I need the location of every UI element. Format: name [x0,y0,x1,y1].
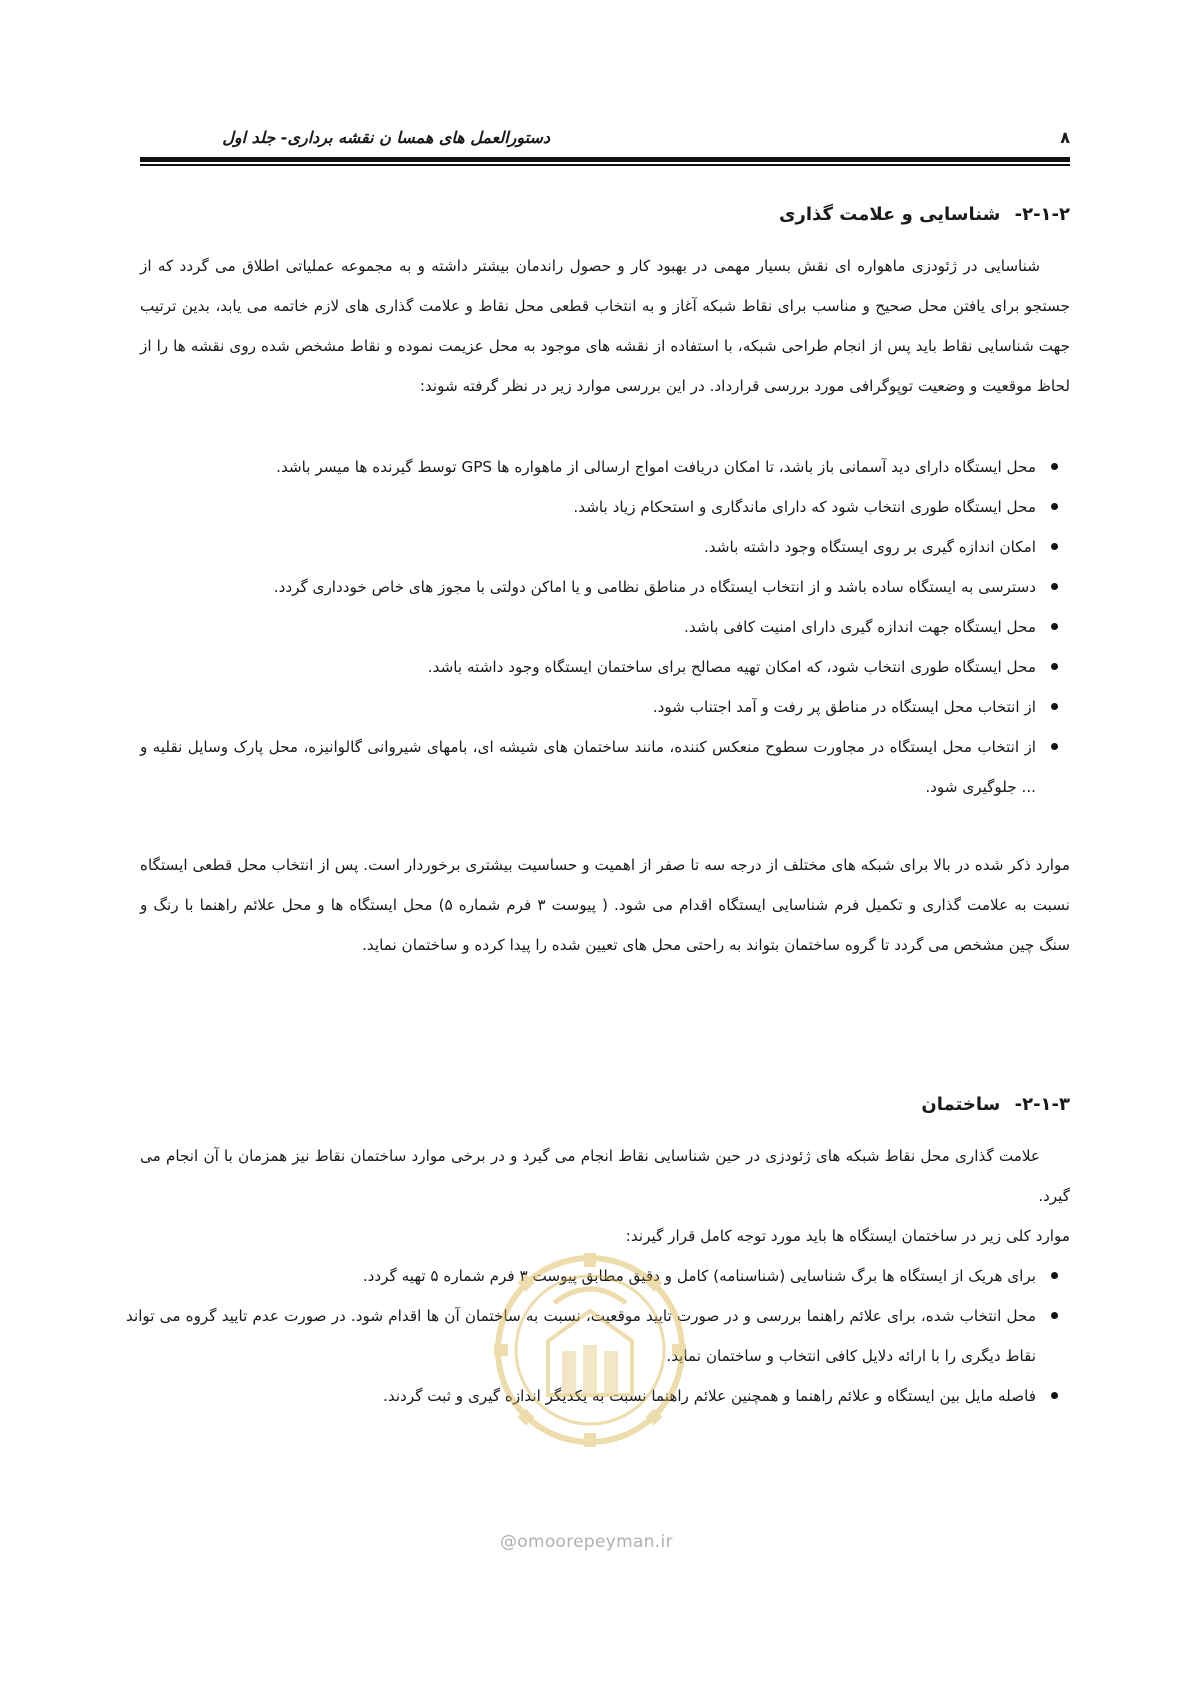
list-item: محل ایستگاه دارای دید آسمانی باز باشد، تا امکان دریافت امواج ارسالی از ماهواره ها GPS توسط گیرنده ها میسر باشد. [140,447,1070,487]
list-item: محل ایستگاه جهت اندازه گیری دارای امنیت کافی باشد. [140,607,1070,647]
bullet-icon [1051,1272,1058,1279]
paragraph-text: علامت گذاری محل نقاط شبکه های ژئودزی در حین شناسایی نقاط انجام می گیرد و در برخی موارد ساختمان نقاط نیز همزمان با آن انجام می گیرد. [140,1147,1070,1205]
section-title: ساختمان [921,1094,1001,1115]
paragraph-text: موارد ذکر شده در بالا برای شبکه های مختلف از درجه سه تا صفر از اهمیت و حساسیت بیشتری برخوردار است. پس از انتخاب محل قطعی ایستگاه نسبت به علامت گذاری و تکمیل فرم شناسایی ایستگاه اقدام می شود. ( پیوست ۳ فرم شماره ۵) محل ایستگاه ها و محل علائم راهنما با رنگ و سنگ چین مشخص می گردد تا گروه ساختمان بتواند به راحتی محل های تعیین شده را پیدا کرده و ساختمان نماید. [140,856,1070,954]
section1-intro-paragraph [140,246,1070,406]
list-item: از انتخاب محل ایستگاه در مجاورت سطوح منعکس کننده، مانند ساختمان های شیشه ای، بامهای شیروانی گالوانیزه، محل پارک وسایل نقلیه و ... جلوگیری شود. [140,727,1070,807]
paragraph-text: شناسایی در ژئودزی ماهواره ای نقش بسیار مهمی در بهبود کار و حصول راندمان بیشتر داشته و به مجموعه عملیاتی اطلاق می گردد که از جستجو برای یافتن محل صحیح و مناسب برای نقاط شبکه آغاز و به انتخاب قطعی محل نقاط و علامت گذاری های لازم خاتمه می یابد، بدین ترتیب جهت شناسایی نقاط باید پس از انجام طراحی شبکه، با استفاده از نقشه های موجود به محل عزیمت نموده و نقاط مشخص شده روی نقشه ها را از لحاظ موقعیت و وضعیت توپوگرافی مورد بررسی قرارداد. در این بررسی موارد زیر در نظر گرفته شوند: [140,257,1070,395]
bullet-icon [1051,543,1058,550]
section-title: شناسایی و علامت گذاری [779,204,1001,225]
bullet-icon [1051,623,1058,630]
section1-bullet-list [140,447,1070,807]
list-item: محل ایستگاه طوری انتخاب شود، که امکان تهیه مصالح برای ساختمان ایستگاه وجود داشته باشد. [140,647,1070,687]
bullet-icon [1051,583,1058,590]
section2-intro-paragraph [140,1136,1070,1216]
bullet-icon [1051,1392,1058,1399]
section-heading-identification [779,204,1070,225]
page-number: ۸ [1060,128,1070,147]
header-rule-thin [140,164,1070,166]
bullet-icon [1051,703,1058,710]
list-item: امکان اندازه گیری بر روی ایستگاه وجود داشته باشد. [140,527,1070,567]
list-item: محل ایستگاه طوری انتخاب شود که دارای ماندگاری و استحکام زیاد باشد. [140,487,1070,527]
bullet-icon [1051,503,1058,510]
list-item: دسترسی به ایستگاه ساده باشد و از انتخاب ایستگاه در مناطق نظامی و یا اماکن دولتی با مجوز های خاص خودداری گردد. [140,567,1070,607]
list-item: محل انتخاب شده، برای علائم راهنما بررسی و در صورت تایید موقعیت، نسبت به ساختمان آن ها اقدام شود. در صورت عدم تایید گروه می تواند نقاط دیگری را با ارائه دلایل کافی انتخاب و ساختمان نماید. [126,1296,1070,1376]
bullet-icon [1051,1312,1058,1319]
running-header-title: دستورالعمل های همسا ن نقشه برداری- جلد اول [222,128,550,147]
header-rule-thick [140,157,1070,162]
watermark-logo-icon [490,1245,690,1455]
section-number: ۲-۱-۲- [1014,204,1070,225]
list-item: از انتخاب محل ایستگاه در مناطق پر رفت و آمد اجتناب شود. [140,687,1070,727]
paragraph-text: موارد کلی زیر در ساختمان ایستگاه ها باید مورد توجه کامل قرار گیرند: [625,1227,1070,1245]
bullet-icon [1051,743,1058,750]
section-number: ۲-۱-۳- [1014,1094,1070,1115]
bullet-icon [1051,663,1058,670]
section1-closing-paragraph [140,845,1070,965]
list-item: برای هریک از ایستگاه ها برگ شناسایی (شناسنامه) کامل و دقیق مطابق پیوست ۳ فرم شماره ۵ تهیه گردد. [126,1256,1070,1296]
running-header [140,128,1070,152]
section-heading-construction [921,1094,1070,1115]
watermark-site-text: @omoorepeyman.ir [500,1532,673,1552]
bullet-icon [1051,463,1058,470]
list-item: فاصله مایل بین ایستگاه و علائم راهنما و همچنین علائم راهنما نسبت به یکدیگر اندازه گیری و ثبت گردند. [126,1376,1070,1416]
